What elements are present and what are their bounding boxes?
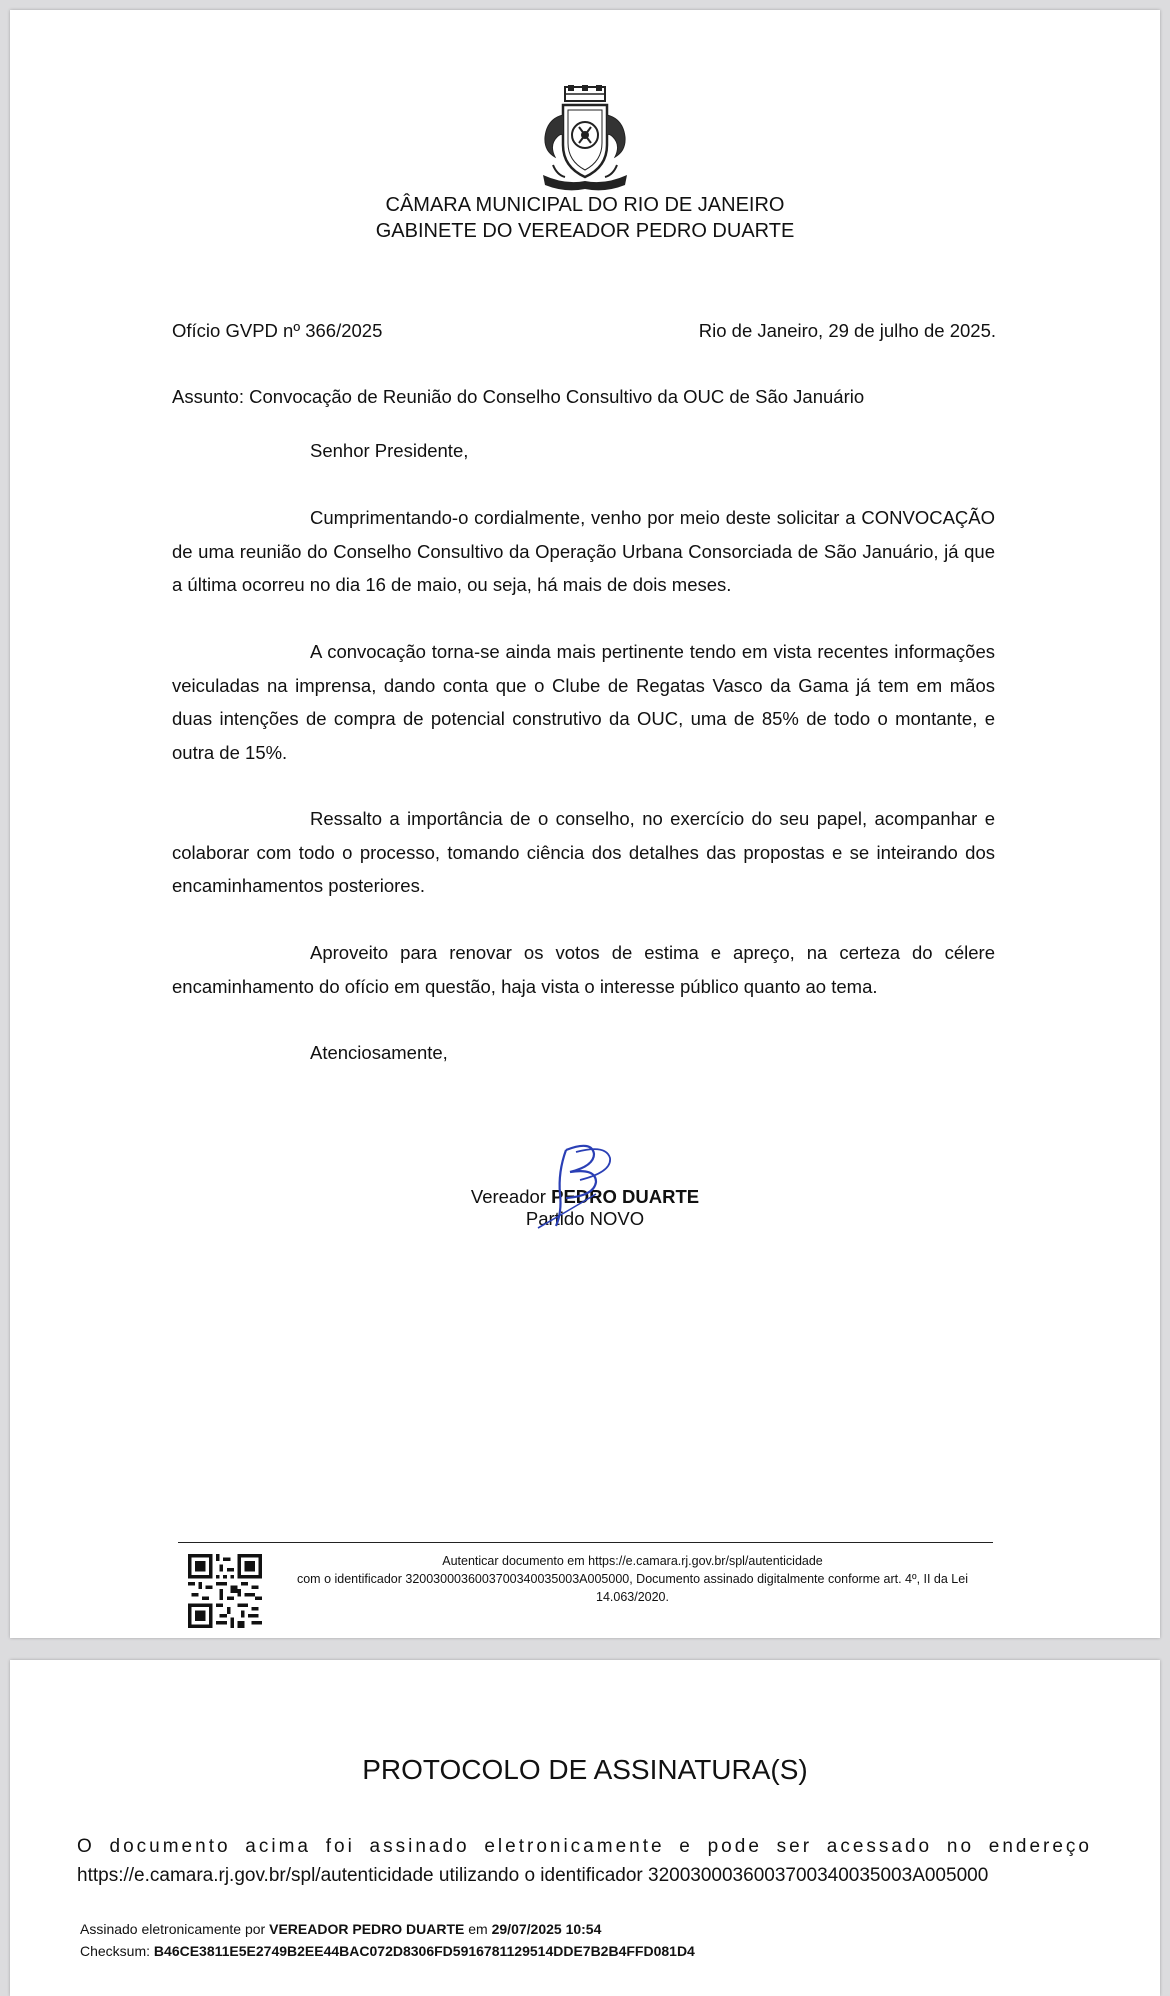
closing: Atenciosamente, bbox=[310, 1042, 448, 1063]
handwritten-signature bbox=[536, 1142, 636, 1232]
checksum-value: B46CE3811E5E2749B2EE44BAC072D8306FD5916781129514DDE7B2B4FFD081D4 bbox=[153, 1943, 695, 1959]
protocol-text-line-1: O documento acima foi assinado eletronicamente e pode ser acessado no endereço bbox=[77, 1836, 1092, 1857]
signed-name: VEREADOR PEDRO DUARTE bbox=[269, 1921, 465, 1937]
protocol-text bbox=[77, 1832, 1092, 1890]
qr-code-icon[interactable] bbox=[188, 1554, 262, 1628]
checksum-label: Checksum: bbox=[80, 1943, 151, 1959]
signer-party: Partido NOVO bbox=[525, 1208, 645, 1229]
letterhead bbox=[10, 192, 1160, 244]
body-paragraph-2: A convocação torna-se ainda mais pertinente tendo em vista recentes informações veiculadas na imprensa, dando conta que o Clube de Regatas Vasco da Gama já tem em mãos duas intenções de compra de potencial construtivo da OUC, uma de 85% de todo o montante, e outra de 15%. bbox=[172, 641, 995, 763]
checksum-line bbox=[80, 1940, 695, 1962]
body-paragraph-4: Aproveito para renovar os votos de estima e apreço, na certeza do célere encaminhamento do ofício em questão, haja vista o interesse público quanto ao tema. bbox=[172, 942, 995, 997]
authentication-note bbox=[280, 1552, 985, 1606]
subject-line: Assunto: Convocação de Reunião do Conselho Consultivo da OUC de São Januário bbox=[172, 386, 865, 407]
protocol-title: PROTOCOLO DE ASSINATURA(S) bbox=[362, 1754, 808, 1785]
protocol-page bbox=[10, 1660, 1160, 1996]
signed-by-line bbox=[80, 1918, 601, 1940]
auth-line-1: Autenticar documento em https://e.camara.rj.gov.br/spl/autenticidade bbox=[442, 1554, 823, 1568]
body-paragraph-3: Ressalto a importância de o conselho, no exercício do seu papel, acompanhar e colaborar com todo o processo, tomando ciência dos detalhes das propostas e se inteirando dos encaminhamentos posteriores. bbox=[172, 808, 995, 896]
signed-datetime: 29/07/2025 10:54 bbox=[491, 1921, 602, 1937]
signer-title: Vereador bbox=[470, 1186, 546, 1207]
salutation: Senhor Presidente, bbox=[310, 440, 469, 461]
footer-divider bbox=[178, 1542, 993, 1543]
coat-of-arms-icon bbox=[535, 85, 635, 195]
oficio-number: Ofício GVPD nº 366/2025 bbox=[172, 320, 383, 341]
signed-prefix: Assinado eletronicamente por bbox=[80, 1921, 266, 1937]
letter-page bbox=[10, 10, 1160, 1638]
letterhead-line-1: CÂMARA MUNICIPAL DO RIO DE JANEIRO bbox=[385, 194, 785, 216]
signer-name: PEDRO DUARTE bbox=[551, 1186, 700, 1207]
letterhead-line-2: GABINETE DO VEREADOR PEDRO DUARTE bbox=[375, 220, 795, 242]
body-paragraph-1: Cumprimentando-o cordialmente, venho por meio deste solicitar a CONVOCAÇÃO de uma reunião do Conselho Consultivo da Operação Urbana Consorciada de São Januário, já que a última ocorreu no dia 16 de maio, ou seja, há mais de dois meses. bbox=[172, 507, 995, 595]
auth-line-2: com o identificador 3200300036003700340035003A005000, Documento assinado digitalmente conforme art. 4º, II da Lei 14.063/2020. bbox=[296, 1572, 968, 1604]
signed-mid: em bbox=[468, 1921, 488, 1937]
place-date: Rio de Janeiro, 29 de julho de 2025. bbox=[698, 320, 996, 341]
protocol-text-line-2[interactable]: https://e.camara.rj.gov.br/spl/autenticidade utilizando o identificador 3200300036003700340035003A005000 bbox=[77, 1865, 989, 1886]
